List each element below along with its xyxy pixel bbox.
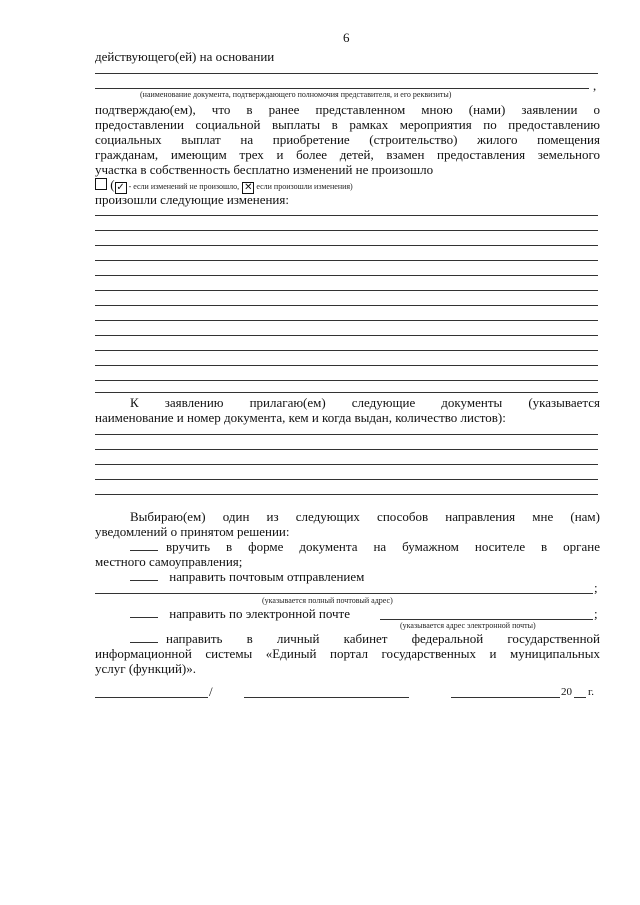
attach-line-2: наименование и номер документа, кем и когда выдан, количество листов): <box>95 410 506 425</box>
option-cabinet-line-3: услуг (функций)». <box>95 661 196 676</box>
basis-line-1[interactable] <box>95 73 598 74</box>
check-icon: ✓ <box>116 182 125 193</box>
option-paper-text: вручить в форме документа на бумажном носителе в органе <box>166 539 600 554</box>
changes-line[interactable] <box>95 365 598 366</box>
email-address-line[interactable] <box>380 619 593 620</box>
legend-unchanged-note: - если изменений не произошло, <box>126 182 240 191</box>
attach-line[interactable] <box>95 449 598 450</box>
changes-line[interactable] <box>95 290 598 291</box>
choose-line-2: уведомлений о принятом решении: <box>95 524 290 539</box>
confirm-line-3: социальных выплат на приобретение (строительство) жилого помещения <box>95 132 600 147</box>
changes-line[interactable] <box>95 335 598 336</box>
option-cabinet-text: направить в личный кабинет федеральной государственной <box>166 631 600 646</box>
changes-heading: произошли следующие изменения: <box>95 192 289 207</box>
changes-line[interactable] <box>95 305 598 306</box>
option-paper <box>130 539 600 554</box>
option-email-text: направить по электронной почте <box>169 606 351 621</box>
cross-icon: ✕ <box>244 182 253 193</box>
choose-line-1: Выбираю(ем) один из следующих способов направления мне (нам) <box>130 509 600 524</box>
signature-line[interactable] <box>95 697 208 698</box>
option-post-blank[interactable] <box>130 570 158 581</box>
name-line[interactable] <box>244 697 409 698</box>
changes-line[interactable] <box>95 320 598 321</box>
option-cabinet-line-2: информационной системы «Единый портал государственных и муниципальных <box>95 646 600 661</box>
date-year-prefix: 20 <box>561 686 572 698</box>
post-address-line[interactable] <box>95 593 593 594</box>
attach-line[interactable] <box>95 479 598 480</box>
changes-line[interactable] <box>95 230 598 231</box>
changes-line[interactable] <box>95 380 598 381</box>
changes-line[interactable] <box>95 245 598 246</box>
changes-line[interactable] <box>95 260 598 261</box>
option-email <box>130 606 350 621</box>
acting-basis-label: действующего(ей) на основании <box>95 49 275 64</box>
option-cabinet <box>130 631 600 646</box>
legend-open-paren: ( <box>110 177 115 192</box>
option-paper-blank[interactable] <box>130 540 158 551</box>
legend-changed-note: если произошли изменения) <box>254 182 353 191</box>
attach-line-1: К заявлению прилагаю(ем) следующие документы (указывается <box>130 395 600 410</box>
post-semicolon: ; <box>594 580 598 595</box>
option-cabinet-blank[interactable] <box>130 632 158 643</box>
year-line[interactable] <box>574 697 586 698</box>
attach-line[interactable] <box>95 434 598 435</box>
status-checkbox[interactable] <box>95 178 107 190</box>
date-line[interactable] <box>451 697 560 698</box>
changes-line[interactable] <box>95 275 598 276</box>
confirm-line-2: предоставлении социальной выплаты в рамках мероприятия по предоставлению <box>95 117 600 132</box>
date-suffix: г. <box>588 686 595 698</box>
confirm-line-4: гражданам, имеющим трех и более детей, взамен предоставления земельного <box>95 147 600 162</box>
option-post <box>130 569 364 584</box>
post-caption: (указывается полный почтовый адрес) <box>262 596 393 605</box>
option-post-text: направить почтовым отправлением <box>169 569 365 584</box>
basis-caption: (наименование документа, подтверждающего полномочия представителя, и его реквизиты) <box>140 90 452 99</box>
changes-line[interactable] <box>95 350 598 351</box>
basis-comma: , <box>593 78 597 93</box>
page-number: 6 <box>343 30 350 45</box>
email-caption: (указывается адрес электронной почты) <box>400 621 536 630</box>
attach-line[interactable] <box>95 464 598 465</box>
confirm-line-5: участка в собственность бесплатно изменений не произошло <box>95 162 434 177</box>
changes-line[interactable] <box>95 215 598 216</box>
changes-line[interactable] <box>95 392 598 393</box>
email-semicolon: ; <box>594 606 598 621</box>
confirm-line-1: подтверждаю(ем), что в ранее представленном мною (нами) заявлении о <box>95 102 600 117</box>
attach-line[interactable] <box>95 494 598 495</box>
option-paper-line-2: местного самоуправления; <box>95 554 243 569</box>
basis-line-2[interactable] <box>95 88 589 89</box>
option-email-blank[interactable] <box>130 607 158 618</box>
signature-slash: / <box>209 684 213 699</box>
